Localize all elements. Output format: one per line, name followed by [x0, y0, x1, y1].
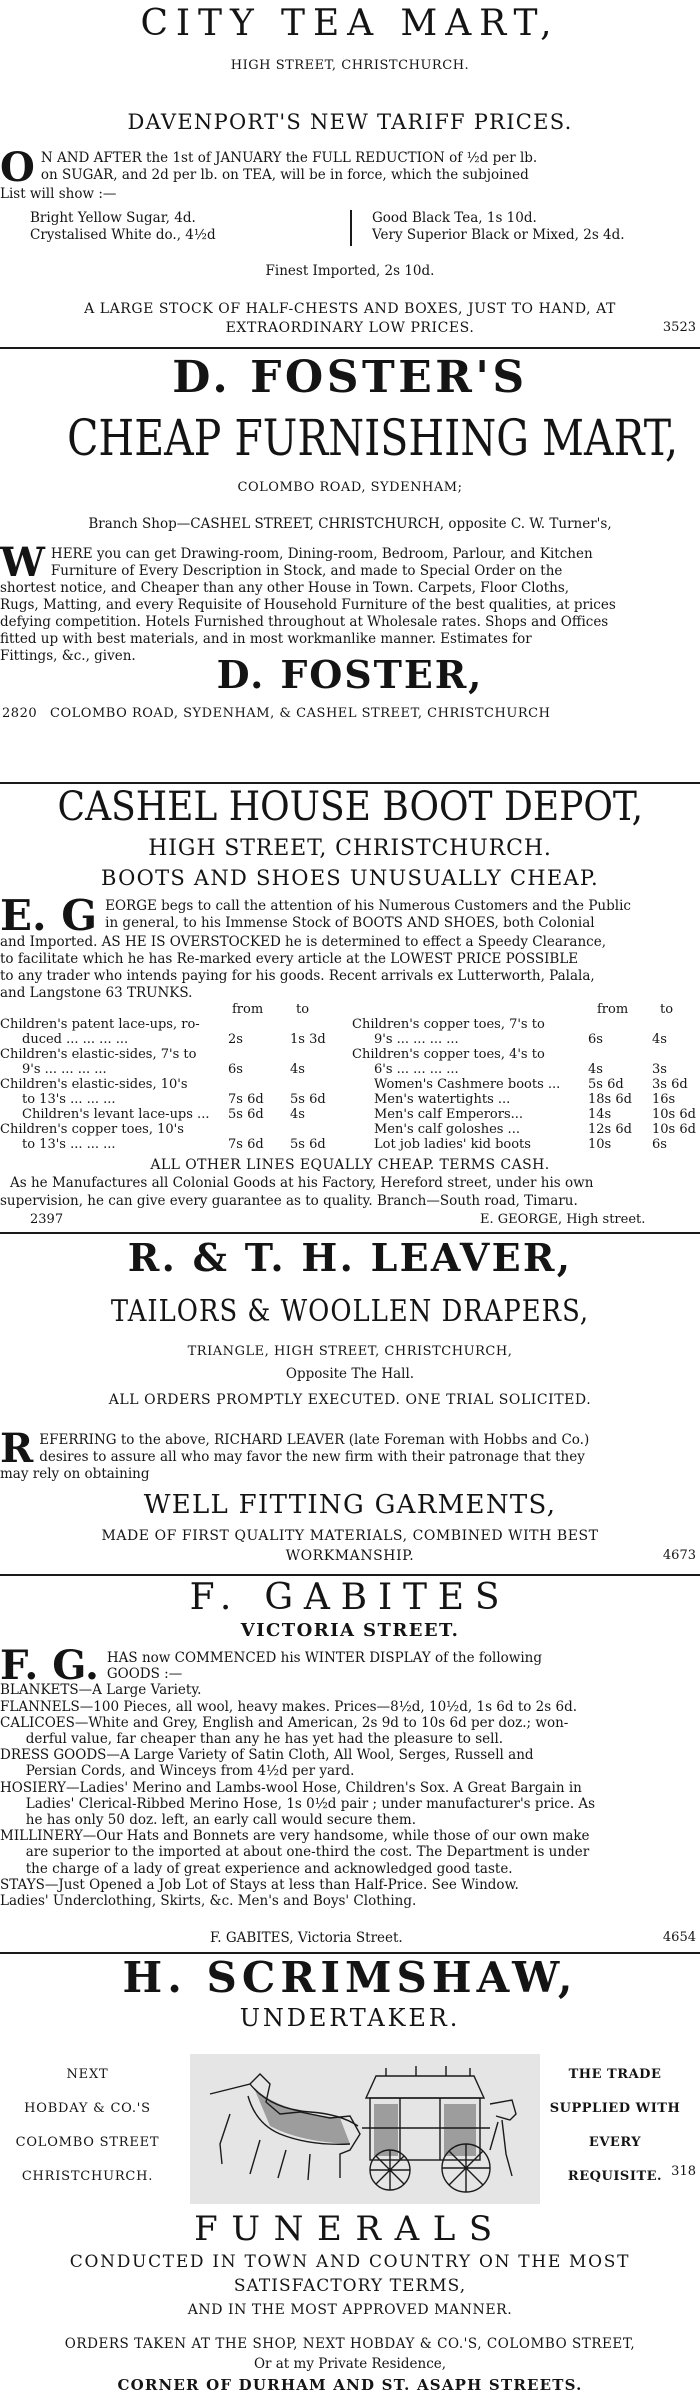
price-item: Bright Yellow Sugar, 4d. — [30, 210, 196, 226]
price-row-to: 3s — [652, 1062, 667, 1077]
price-row — [352, 1137, 700, 1152]
cashel-right-rows — [352, 1017, 700, 1152]
foster-body-line: defying competition. Hotels Furnished throughout at Wholesale rates. Shops and Offices — [0, 614, 609, 630]
price-row — [0, 1077, 350, 1092]
col-from-label: from — [597, 1002, 629, 1017]
cashel-title: CASHEL HOUSE BOOT DEPOT, — [57, 784, 643, 830]
scrimshaw-left-line: NEXT — [66, 2067, 109, 2082]
foster-drop-cap: W — [0, 539, 45, 586]
tea-mart-title: CITY TEA MART, — [140, 3, 560, 44]
col-to-label: to — [660, 1002, 674, 1017]
gabites-address: VICTORIA STREET. — [240, 1620, 460, 1641]
price-row-item: to 13's ... ... ... — [22, 1092, 116, 1107]
leaver-body-line: may rely on obtaining — [0, 1466, 150, 1482]
foster-body-line: shortest notice, and Cheaper than any other House in Town. Carpets, Floor Cloths, — [0, 580, 570, 596]
leaver-subtitle: TAILORS & WOOLLEN DRAPERS, — [110, 1294, 590, 1329]
tea-mart-intro-line1: N AND AFTER the 1st of JANUARY the FULL REDUCTION of ½d per lb. — [40, 150, 538, 166]
price-row-item: Children's copper toes, 4's to — [352, 1047, 545, 1062]
tea-mart-divider — [350, 210, 352, 246]
scrimshaw-corner: CORNER OF DURHAM AND ST. ASAPH STREETS. — [117, 2376, 583, 2394]
foster-branch: Branch Shop—CASHEL STREET, CHRISTCHURCH, opposite C. W. Turner's, — [88, 516, 612, 532]
gabites-goods-line: MILLINERY—Our Hats and Bonnets are very handsome, while those of our own make — [0, 1828, 590, 1845]
price-row-from: 6s — [228, 1062, 243, 1077]
price-row-to: 4s — [652, 1032, 667, 1047]
tea-mart-intro-line3: List will show :— — [0, 186, 117, 202]
leaver-garments: WELL FITTING GARMENTS, — [143, 1490, 557, 1520]
cashel-body-line: EORGE begs to call the attention of his Numerous Customers and the Public — [105, 898, 631, 914]
gabites-goods-line: Ladies' Underclothing, Skirts, &c. Men's and Boys' Clothing. — [0, 1893, 417, 1910]
cashel-body-line: to any trader who intends paying for his goods. Recent arrivals ex Lutterworth, Palala, — [0, 968, 595, 984]
foster-title-2: CHEAP FURNISHING MART, — [67, 409, 679, 467]
leaver-address: TRIANGLE, HIGH STREET, CHRISTCHURCH, — [187, 1344, 513, 1359]
scrimshaw-orders: ORDERS TAKEN AT THE SHOP, NEXT HOBDAY & CO.'S, COLOMBO STREET, — [64, 2336, 636, 2352]
foster-body-line: Rugs, Matting, and every Requisite of Household Furniture of the best qualities, at prices — [0, 597, 616, 613]
foster-body-line: HERE you can get Drawing-room, Dining-room, Bedroom, Parlour, and Kitchen — [50, 546, 593, 562]
gabites-goods-line: Persian Cords, and Winceys from 4½d per yard. — [0, 1763, 355, 1780]
tea-mart-stock-line2: EXTRAORDINARY LOW PRICES. — [225, 320, 475, 336]
hearse-illustration — [190, 2054, 540, 2204]
price-row-to: 5s 6d — [290, 1092, 326, 1107]
price-row-item: Men's calf goloshes ... — [374, 1122, 520, 1137]
price-row-from: 18s 6d — [588, 1092, 632, 1107]
price-row-item: Men's watertights ... — [374, 1092, 511, 1107]
foster-footer: COLOMBO ROAD, SYDENHAM, & CASHEL STREET, CHRISTCHURCH — [50, 706, 551, 721]
price-row-to: 6s — [652, 1137, 667, 1152]
cashel-subtitle: BOOTS AND SHOES UNUSUALLY CHEAP. — [101, 866, 599, 890]
cashel-body — [0, 891, 700, 1002]
price-row — [0, 1137, 350, 1152]
price-row — [352, 1017, 700, 1032]
divider-rule — [0, 347, 700, 349]
price-row-to: 3s 6d — [652, 1077, 688, 1092]
scrimshaw-right-line: EVERY — [588, 2135, 642, 2150]
gabites-body — [0, 1642, 700, 1910]
gabites-goods-list — [0, 1682, 700, 1909]
gabites-goods-line: HOSIERY—Ladies' Merino and Lambs-wool Hose, Children's Sox. A Great Bargain in — [0, 1779, 582, 1796]
cashel-drop-cap: E. G — [0, 891, 98, 940]
price-row-from: 14s — [588, 1107, 612, 1122]
scrimshaw-title: H. SCRIMSHAW, — [122, 1953, 578, 2002]
price-row — [352, 1077, 700, 1092]
price-row — [0, 1032, 350, 1047]
leaver-made-line2: WORKMANSHIP. — [285, 1548, 415, 1564]
price-row-item: Men's calf Emperors... — [374, 1107, 524, 1122]
price-row-item: Children's elastic-sides, 7's to — [0, 1047, 197, 1062]
price-row — [352, 1047, 700, 1062]
scrimshaw-right-line: REQUISITE. — [567, 2169, 663, 2184]
price-row-item: Lot job ladies' kid boots — [374, 1137, 531, 1152]
price-row — [352, 1122, 700, 1137]
price-row-from: 12s 6d — [588, 1122, 632, 1137]
price-row-to: 5s 6d — [290, 1137, 326, 1152]
cashel-left-prices — [0, 1002, 350, 1152]
leaver-orders: ALL ORDERS PROMPTLY EXECUTED. ONE TRIAL SOLICITED. — [108, 1392, 592, 1408]
price-row — [0, 1047, 350, 1062]
leaver-made-line1: MADE OF FIRST QUALITY MATERIALS, COMBINED WITH BEST — [101, 1528, 599, 1544]
tea-mart-address: HIGH STREET, CHRISTCHURCH. — [230, 58, 470, 73]
price-item: Very Superior Black or Mixed, 2s 4d. — [372, 227, 625, 243]
cashel-manufactures: As he Manufactures all Colonial Goods at his Factory, Hereford street, under his own — [10, 1175, 594, 1191]
scrimshaw-left-line: HOBDAY & CO.'S — [24, 2101, 151, 2116]
tea-mart-number: 3523 — [662, 320, 696, 335]
leaver-title: R. & T. H. LEAVER, — [127, 1235, 573, 1280]
scrimshaw-right-line: SUPPLIED WITH — [549, 2101, 681, 2116]
gabites-goods-line: CALICOES—White and Grey, English and American, 2s 9d to 10s 6d per doz.; won- — [0, 1714, 569, 1731]
price-row-from: 10s — [588, 1137, 612, 1152]
leaver-body — [0, 1425, 700, 1483]
price-row-from: 6s — [588, 1032, 603, 1047]
price-row-to: 1s 3d — [290, 1032, 326, 1047]
price-row-item: Children's copper toes, 7's to — [352, 1017, 545, 1032]
tea-mart-intro-line2: on SUGAR, and 2d per lb. on TEA, will be in force, which the subjoined — [40, 167, 529, 183]
price-row-from: 5s 6d — [588, 1077, 624, 1092]
price-row-to: 10s 6d — [652, 1122, 696, 1137]
leaver-drop-cap: R — [0, 1425, 34, 1472]
scrimshaw-conducted-line3: AND IN THE MOST APPROVED MANNER. — [187, 2302, 513, 2318]
price-row-from: 4s — [588, 1062, 603, 1077]
tea-mart-left-list — [30, 210, 216, 244]
price-row — [352, 1062, 700, 1077]
scrimshaw-conducted-line1: CONDUCTED IN TOWN AND COUNTRY ON THE MOST — [69, 2252, 631, 2272]
col-from-label: from — [232, 1002, 264, 1017]
gabites-drop-cap: F. G. — [0, 1642, 99, 1689]
scrimshaw-left-line: COLOMBO STREET — [15, 2135, 160, 2150]
col-to-label: to — [296, 1002, 310, 1017]
price-row — [352, 1107, 700, 1122]
gabites-goods-line: DRESS GOODS—A Large Variety of Satin Cloth, All Wool, Serges, Russell and — [0, 1747, 534, 1764]
gabites-goods-line: the charge of a lady of great experience and acknowledged good taste. — [0, 1860, 513, 1877]
cashel-address: HIGH STREET, CHRISTCHURCH. — [148, 836, 552, 861]
price-row-item: duced ... ... ... ... — [22, 1032, 129, 1047]
cashel-body-line: and Imported. AS HE IS OVERSTOCKED he is determined to effect a Speedy Clearance, — [0, 934, 606, 950]
price-row-item: Children's elastic-sides, 10's — [0, 1077, 188, 1092]
gabites-signature: F. GABITES, Victoria Street. — [210, 1930, 403, 1946]
gabites-number: 4654 — [662, 1930, 696, 1945]
tea-mart-subtitle: DAVENPORT'S NEW TARIFF PRICES. — [127, 110, 573, 134]
price-row-item: Children's patent lace-ups, ro- — [0, 1017, 200, 1032]
price-row-item: Women's Cashmere boots ... — [374, 1077, 561, 1092]
cashel-body-line: in general, to his Immense Stock of BOOTS AND SHOES, both Colonial — [105, 915, 595, 931]
tea-mart-right-list — [372, 210, 625, 244]
scrimshaw-left-column — [0, 2058, 175, 2194]
cashel-supervision: supervision, he can give every guarantee as to quality. Branch—South road, Timaru. — [0, 1193, 578, 1209]
cashel-left-rows — [0, 1017, 350, 1152]
foster-body-line: Fittings, &c., given. — [0, 648, 136, 664]
gabites-goods-line: FLANNELS—100 Pieces, all wool, heavy makes. Prices—8½d, 10½d, 1s 6d to 2s 6d. — [0, 1698, 577, 1715]
tea-mart-intro — [0, 144, 700, 203]
price-row-item: 6's ... ... ... ... — [374, 1062, 459, 1077]
scrimshaw-left-line: CHRISTCHURCH. — [21, 2169, 154, 2184]
scrimshaw-residence: Or at my Private Residence, — [253, 2356, 447, 2372]
price-row-to: 16s — [652, 1092, 676, 1107]
gabites-goods-line: are superior to the imported at about one-third the cost. The Department is under — [0, 1844, 590, 1861]
divider-rule — [0, 1574, 700, 1576]
price-item: Good Black Tea, 1s 10d. — [372, 210, 537, 226]
foster-number: 2820 — [2, 706, 38, 721]
scrimshaw-funerals: FUNERALS — [194, 2209, 506, 2249]
foster-address: COLOMBO ROAD, SYDENHAM; — [237, 480, 463, 495]
scrimshaw-subtitle: UNDERTAKER. — [239, 2004, 461, 2032]
gabites-intro-line: GOODS :— — [106, 1666, 183, 1683]
price-row — [352, 1032, 700, 1047]
foster-body — [0, 539, 700, 665]
price-row-to: 4s — [290, 1107, 305, 1122]
gabites-goods-line: BLANKETS—A Large Variety. — [0, 1682, 202, 1699]
price-row-item: Children's copper toes, 10's — [0, 1122, 184, 1137]
leaver-body-line: EFERRING to the above, RICHARD LEAVER (late Foreman with Hobbs and Co.) — [39, 1432, 590, 1448]
gabites-goods-line: derful value, far cheaper than any he has yet had the pleasure to sell. — [0, 1731, 504, 1748]
scrimshaw-conducted-line2: SATISFACTORY TERMS, — [233, 2276, 467, 2296]
price-row — [352, 1092, 700, 1107]
gabites-goods-line: he has only 50 doz. left, an early call would secure them. — [0, 1812, 417, 1829]
price-row — [0, 1017, 350, 1032]
cashel-right-prices — [352, 1002, 700, 1152]
divider-rule — [0, 1232, 700, 1234]
foster-body-line: Furniture of Every Description in Stock, and made to Special Order on the — [50, 563, 563, 579]
foster-signature: D. FOSTER, — [216, 652, 484, 697]
cashel-body-line: to facilitate which he has Re-marked every article at the LOWEST PRICE POSSIBLE — [0, 951, 579, 967]
cashel-equally: ALL OTHER LINES EQUALLY CHEAP. TERMS CASH. — [150, 1157, 550, 1173]
gabites-goods-line: Ladies' Clerical-Ribbed Merino Hose, 1s 0½d pair ; under manufacturer's price. As — [0, 1795, 596, 1812]
gabites-intro-line: HAS now COMMENCED his WINTER DISPLAY of the following — [106, 1650, 542, 1666]
price-row-from: 2s — [228, 1032, 243, 1047]
scrimshaw-number: 318 — [671, 2164, 696, 2179]
price-row — [0, 1122, 350, 1137]
leaver-opposite: Opposite The Hall. — [285, 1366, 415, 1382]
price-row-item: to 13's ... ... ... — [22, 1137, 116, 1152]
price-row-from: 7s 6d — [228, 1137, 264, 1152]
gabites-goods-line: STAYS—Just Opened a Job Lot of Stays at less than Half-Price. See Window. — [0, 1876, 519, 1893]
price-row-to: 4s — [290, 1062, 305, 1077]
tea-mart-finest: Finest Imported, 2s 10d. — [265, 263, 435, 279]
price-row-item: 9's ... ... ... ... — [374, 1032, 459, 1047]
price-row — [0, 1092, 350, 1107]
cashel-body-line: and Langstone 63 TRUNKS. — [0, 985, 193, 1001]
foster-title: D. FOSTER'S — [172, 352, 528, 403]
price-row — [0, 1107, 350, 1122]
scrimshaw-right-line: THE TRADE — [568, 2067, 662, 2082]
price-row — [0, 1062, 350, 1077]
foster-body-line: fitted up with best materials, and in most workmanlike manner. Estimates for — [0, 631, 532, 647]
cashel-number: 2397 — [30, 1212, 64, 1227]
leaver-number: 4673 — [662, 1548, 696, 1563]
tea-mart-drop-cap: O — [0, 144, 35, 191]
tea-mart-stock-line1: A LARGE STOCK OF HALF-CHESTS AND BOXES, JUST TO HAND, AT — [84, 301, 616, 317]
price-row-item: Children's levant lace-ups ... — [22, 1107, 210, 1122]
cashel-signature: E. GEORGE, High street. — [480, 1212, 646, 1227]
price-row-to: 10s 6d — [652, 1107, 696, 1122]
gabites-title: F. GABITES — [189, 1577, 511, 1618]
price-row-item: 9's ... ... ... ... — [22, 1062, 107, 1077]
price-item: Crystalised White do., 4½d — [30, 227, 216, 243]
price-row-from: 5s 6d — [228, 1107, 264, 1122]
price-row-from: 7s 6d — [228, 1092, 264, 1107]
leaver-body-line: desires to assure all who may favor the new firm with their patronage that they — [39, 1449, 585, 1465]
